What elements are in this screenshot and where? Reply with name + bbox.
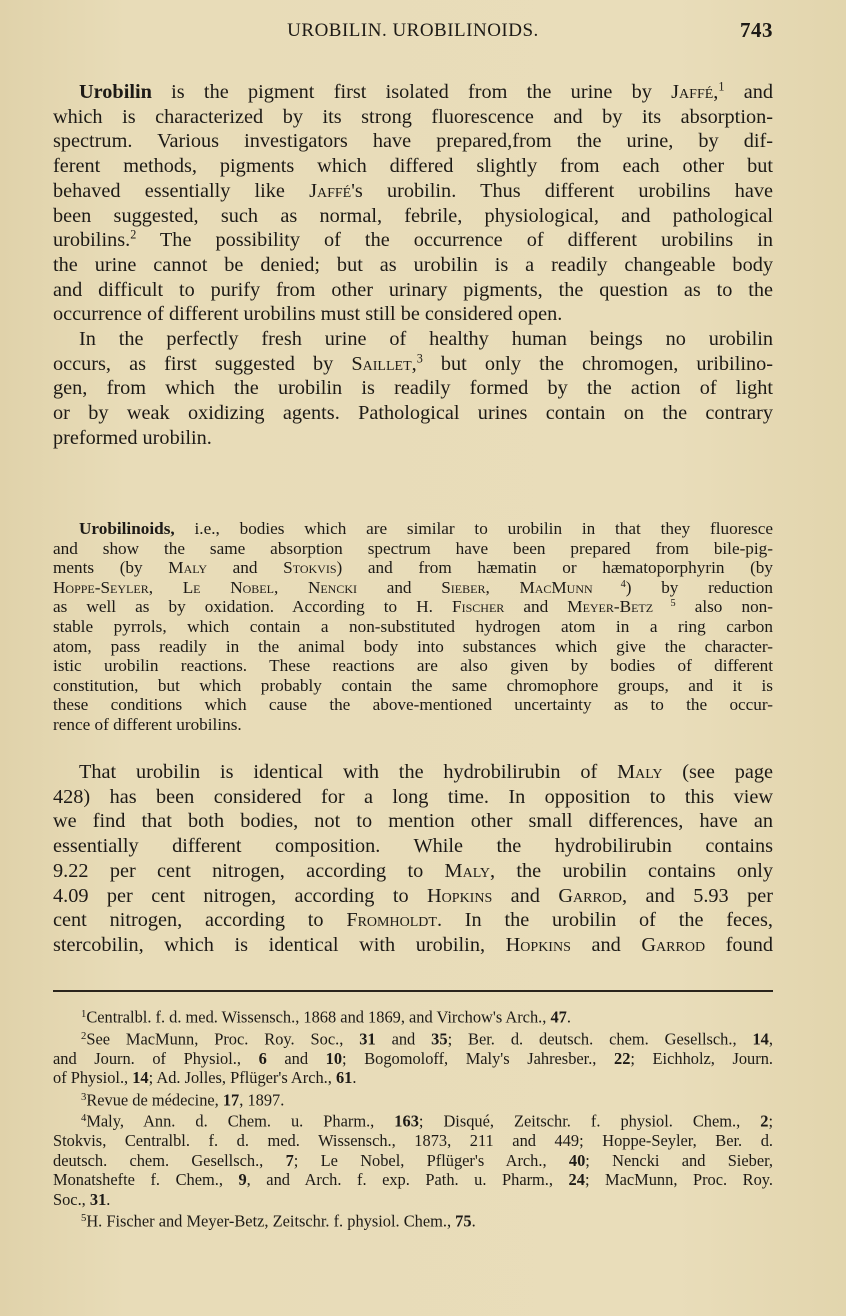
- footnote-divider: [53, 990, 773, 992]
- footnote-4-cont: Stokvis, Centralbl. f. d. med. Wissensch., 1873, 211 and 449; Hoppe-Seyler, Ber. d.: [53, 1131, 773, 1151]
- author-jaffe: Jaffé: [309, 179, 352, 202]
- text-line: ferent methods, pigments which differed slightly from each other but: [53, 155, 773, 178]
- text-line: 428) has been considered for a long time. In opposition to this view: [53, 785, 773, 808]
- text-line: which is characterized by its strong fluorescence and by its absorption-: [53, 105, 773, 128]
- footnote-5: $^5$H. Fischer and Meyer-Betz, Zeitschr. f. physiol. Chem., 75.: [81, 1211, 476, 1231]
- text-line: behaved essentially like Jaffé's urobilin. Thus different urobilins have: [53, 179, 773, 202]
- text-line: Urobilinoids, i.e., bodies which are similar to urobilin in that they fluoresce: [79, 519, 773, 538]
- term-urobilin: Urobilin: [79, 81, 152, 103]
- text-line: occurs, as first suggested by Saillet,$^3$ but only the chromogen, uribilino-: [53, 351, 773, 375]
- author-saillet: Saillet: [351, 352, 412, 375]
- text-line: gen, from which the urobilin is readily formed by the action of light: [53, 377, 773, 400]
- paragraph-hydrobilirubin: [53, 760, 773, 958]
- footnote-1: $^1$Centralbl. f. d. med. Wissensch., 1868 and 1869, and Virchow's Arch., 47.: [81, 1007, 571, 1027]
- text-line: 4.09 per cent nitrogen, according to Hopkins and Garrod, and 5.93 per: [53, 884, 773, 907]
- text-line: spectrum. Various investigators have prepared,from the urine, by dif-: [53, 130, 773, 153]
- text-line: constitution, but which probably contain the same chromophore groups, and it is: [53, 675, 773, 695]
- text-line: In the perfectly fresh urine of healthy human beings no urobilin: [79, 328, 773, 350]
- footnote-ref-5[interactable]: 5: [653, 598, 676, 610]
- term-urobilinoids: Urobilinoids,: [79, 519, 175, 538]
- text-line: Hoppe-Seyler, Le Nobel, Nencki and Sieber, MacMunn $^4$) by reduction: [53, 577, 773, 597]
- running-title: UROBILIN. UROBILINOIDS.: [287, 20, 539, 41]
- text-line: istic urobilin reactions. These reactions are also given by bodies of different: [53, 656, 773, 676]
- footnote-4-cont: Monatshefte f. Chem., 9, and Arch. f. exp. Path. u. Pharm., 24; MacMunn, Proc. Roy.: [53, 1170, 773, 1190]
- text-line: the urine cannot be denied; but as urobilin is a readily changeable body: [53, 253, 773, 276]
- running-header: [53, 18, 773, 46]
- paragraph-urobilin-intro: [53, 80, 773, 327]
- footnote-3: $^3$Revue de médecine, 17, 1897.: [81, 1089, 285, 1109]
- text-line: cent nitrogen, according to Fromholdt. In the urobilin of the feces,: [53, 909, 774, 932]
- footnote-ref-2[interactable]: 2: [130, 227, 137, 242]
- text-line: as well as by oxidation. According to H. Fischer and Meyer-Betz $^5$ also non-: [53, 597, 773, 617]
- text-line: 9.22 per cent nitrogen, according to Maly, the urobilin contains only: [53, 859, 773, 882]
- footnote-4: $^4$Maly, Ann. d. Chem. u. Pharm., 163; Disqué, Zeitschr. f. physiol. Chem., 2;: [81, 1111, 773, 1131]
- text-line: That urobilin is identical with the hydrobilirubin of Maly (see page: [79, 761, 774, 783]
- text-line: occurrence of different urobilins must still be considered open.: [53, 303, 563, 326]
- text-line: stable pyrrols, which contain a non-substituted hydrogen atom in a ring carbon: [53, 616, 773, 636]
- text-line: rence of different urobilins.: [53, 714, 242, 734]
- footnote-ref-4[interactable]: 4: [592, 578, 626, 590]
- paragraph-fresh-urine: [53, 327, 773, 451]
- text-line: essentially different composition. While the hydrobilirubin contains: [53, 835, 773, 858]
- text-line: ments (by Maly and Stokvis) and from hæmatin or hæmatoporphyrin (by: [53, 558, 773, 578]
- author-jaffe: Jaffé: [671, 81, 714, 103]
- text-line: atom, pass readily in the animal body into substances which give the character-: [53, 636, 773, 656]
- page-number: 743: [740, 18, 773, 42]
- footnote-2: $^2$See MacMunn, Proc. Roy. Soc., 31 and 35; Ber. d. deutsch. chem. Gesellsch., 14,: [81, 1029, 773, 1049]
- text-line: and difficult to purify from other urinary pigments, the question as to the: [53, 278, 773, 301]
- footnotes: [53, 1005, 773, 1231]
- text-line: and show the same absorption spectrum have been prepared from bile-pig-: [53, 538, 773, 558]
- text-line: been suggested, such as normal, febrile, physiological, and pathological: [53, 204, 773, 227]
- footnote-ref-3[interactable]: 3: [416, 351, 423, 366]
- small-print-urobilinoids: [53, 519, 773, 735]
- text-line: these conditions which cause the above-mentioned uncertainty as to the occur-: [53, 695, 773, 715]
- text-line: we find that both bodies, not to mention other small differences, have an: [53, 810, 773, 833]
- text-line: Urobilin is the pigment first isolated from the urine by Jaffé,$^1$ and: [79, 79, 773, 103]
- footnote-2-cont: of Physiol., 14; Ad. Jolles, Pflüger's Arch., 61.: [53, 1068, 357, 1088]
- footnote-ref-1[interactable]: 1: [718, 79, 725, 94]
- text-line: or by weak oxidizing agents. Pathological urines contain on the contrary: [53, 402, 773, 425]
- text-line: urobilins.$^2$ The possibility of the occurrence of different urobilins in: [53, 227, 773, 252]
- footnote-4-cont: Soc., 31.: [53, 1189, 111, 1209]
- footnote-4-cont: deutsch. chem. Gesellsch., 7; Le Nobel, Pflüger's Arch., 40; Nencki and Sieber,: [53, 1150, 774, 1170]
- text-line: preformed urobilin.: [53, 426, 212, 449]
- text-line: stercobilin, which is identical with urobilin, Hopkins and Garrod found: [53, 933, 773, 956]
- footnote-2-cont: and Journ. of Physiol., 6 and 10; Bogomoloff, Maly's Jahresber., 22; Eichholz, Journ.: [53, 1048, 773, 1068]
